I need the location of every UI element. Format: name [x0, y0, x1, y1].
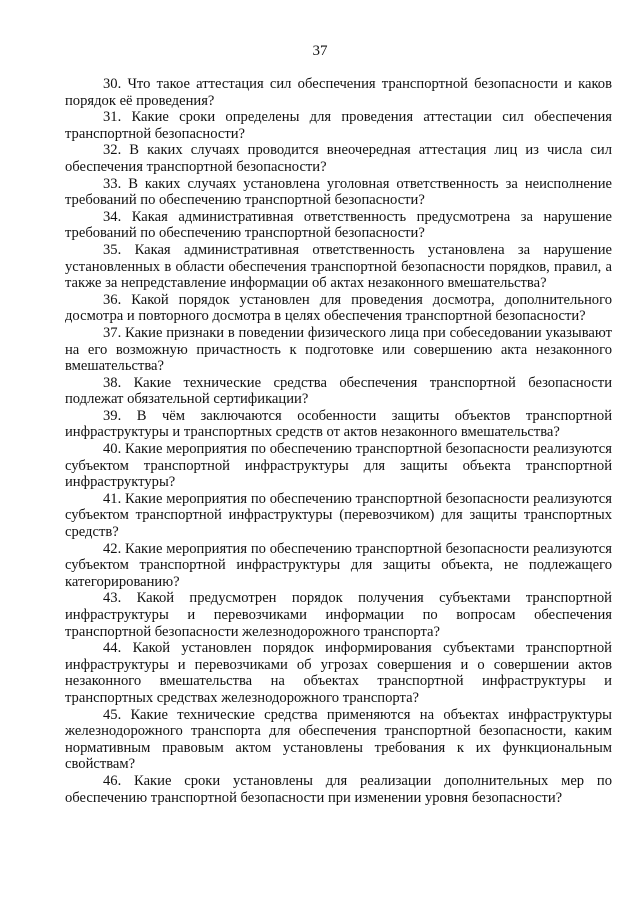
question-item: 35. Какая административная ответственность установлена за нарушение установленных в области обеспечения транспортной безопасности порядков, правил, а также за непредставление информации об актах незаконного вмешательства?	[65, 241, 612, 292]
question-item: 32. В каких случаях проводится внеочередная аттестация лиц из числа сил обеспечения транспортной безопасности?	[65, 142, 612, 175]
question-item: 37. Какие признаки в поведении физического лица при собеседовании указывают на его возможную причастность к подготовке или совершению акта незаконного вмешательства?	[65, 324, 612, 375]
question-item: 40. Какие мероприятия по обеспечению транспортной безопасности реализуются субъектом транспортной инфраструктуры для защиты объекта транспортной инфраструктуры?	[65, 441, 612, 491]
question-item: 44. Какой установлен порядок информирования субъектами транспортной инфраструктуры и перевозчиками об угрозах совершения и о совершении актов незаконного вмешательства на объектах транспортной инфраструктуры и транспортных средствах железнодорожного транспорта?	[65, 640, 612, 706]
question-item: 46. Какие сроки установлены для реализации дополнительных мер по обеспечению транспортной безопасности при изменении уровня безопасности?	[65, 772, 612, 806]
question-item: 43. Какой предусмотрен порядок получения субъектами транспортной инфраструктуры и перевозчиками информации по вопросам обеспечения транспортной безопасности железнодорожного транспорта?	[65, 590, 612, 640]
question-list	[65, 76, 612, 806]
question-item: 31. Какие сроки определены для проведения аттестации сил обеспечения транспортной безопасности?	[65, 109, 612, 142]
question-item: 34. Какая административная ответственность предусмотрена за нарушение требований по обеспечению транспортной безопасности?	[65, 208, 612, 242]
question-item: 33. В каких случаях установлена уголовная ответственность за неисполнение требований по обеспечению транспортной безопасности?	[65, 175, 612, 209]
question-item: 41. Какие мероприятия по обеспечению транспортной безопасности реализуются субъектом транспортной инфраструктуры (перевозчиком) для защиты транспортных средств?	[65, 490, 612, 541]
question-item: 42. Какие мероприятия по обеспечению транспортной безопасности реализуются субъектом транспортной инфраструктуры для защиты объекта, не подлежащего категорированию?	[65, 540, 612, 590]
question-item: 39. В чём заключаются особенности защиты объектов транспортной инфраструктуры и транспортных средств от актов незаконного вмешательства?	[65, 407, 612, 441]
page-number: 37	[312, 43, 328, 59]
question-item: 36. Какой порядок установлен для проведения досмотра, дополнительного досмотра и повторного досмотра в целях обеспечения транспортной безопасности?	[65, 291, 612, 325]
question-item: 38. Какие технические средства обеспечения транспортной безопасности подлежат обязательной сертификации?	[65, 374, 612, 408]
question-item: 45. Какие технические средства применяются на объектах инфраструктуры железнодорожного транспорта для обеспечения транспортной безопасности, каким нормативным правовым актом установлены требования к их функциональным свойствам?	[65, 706, 612, 773]
question-item: 30. Что такое аттестация сил обеспечения транспортной безопасности и каков порядок её проведения?	[65, 76, 612, 109]
